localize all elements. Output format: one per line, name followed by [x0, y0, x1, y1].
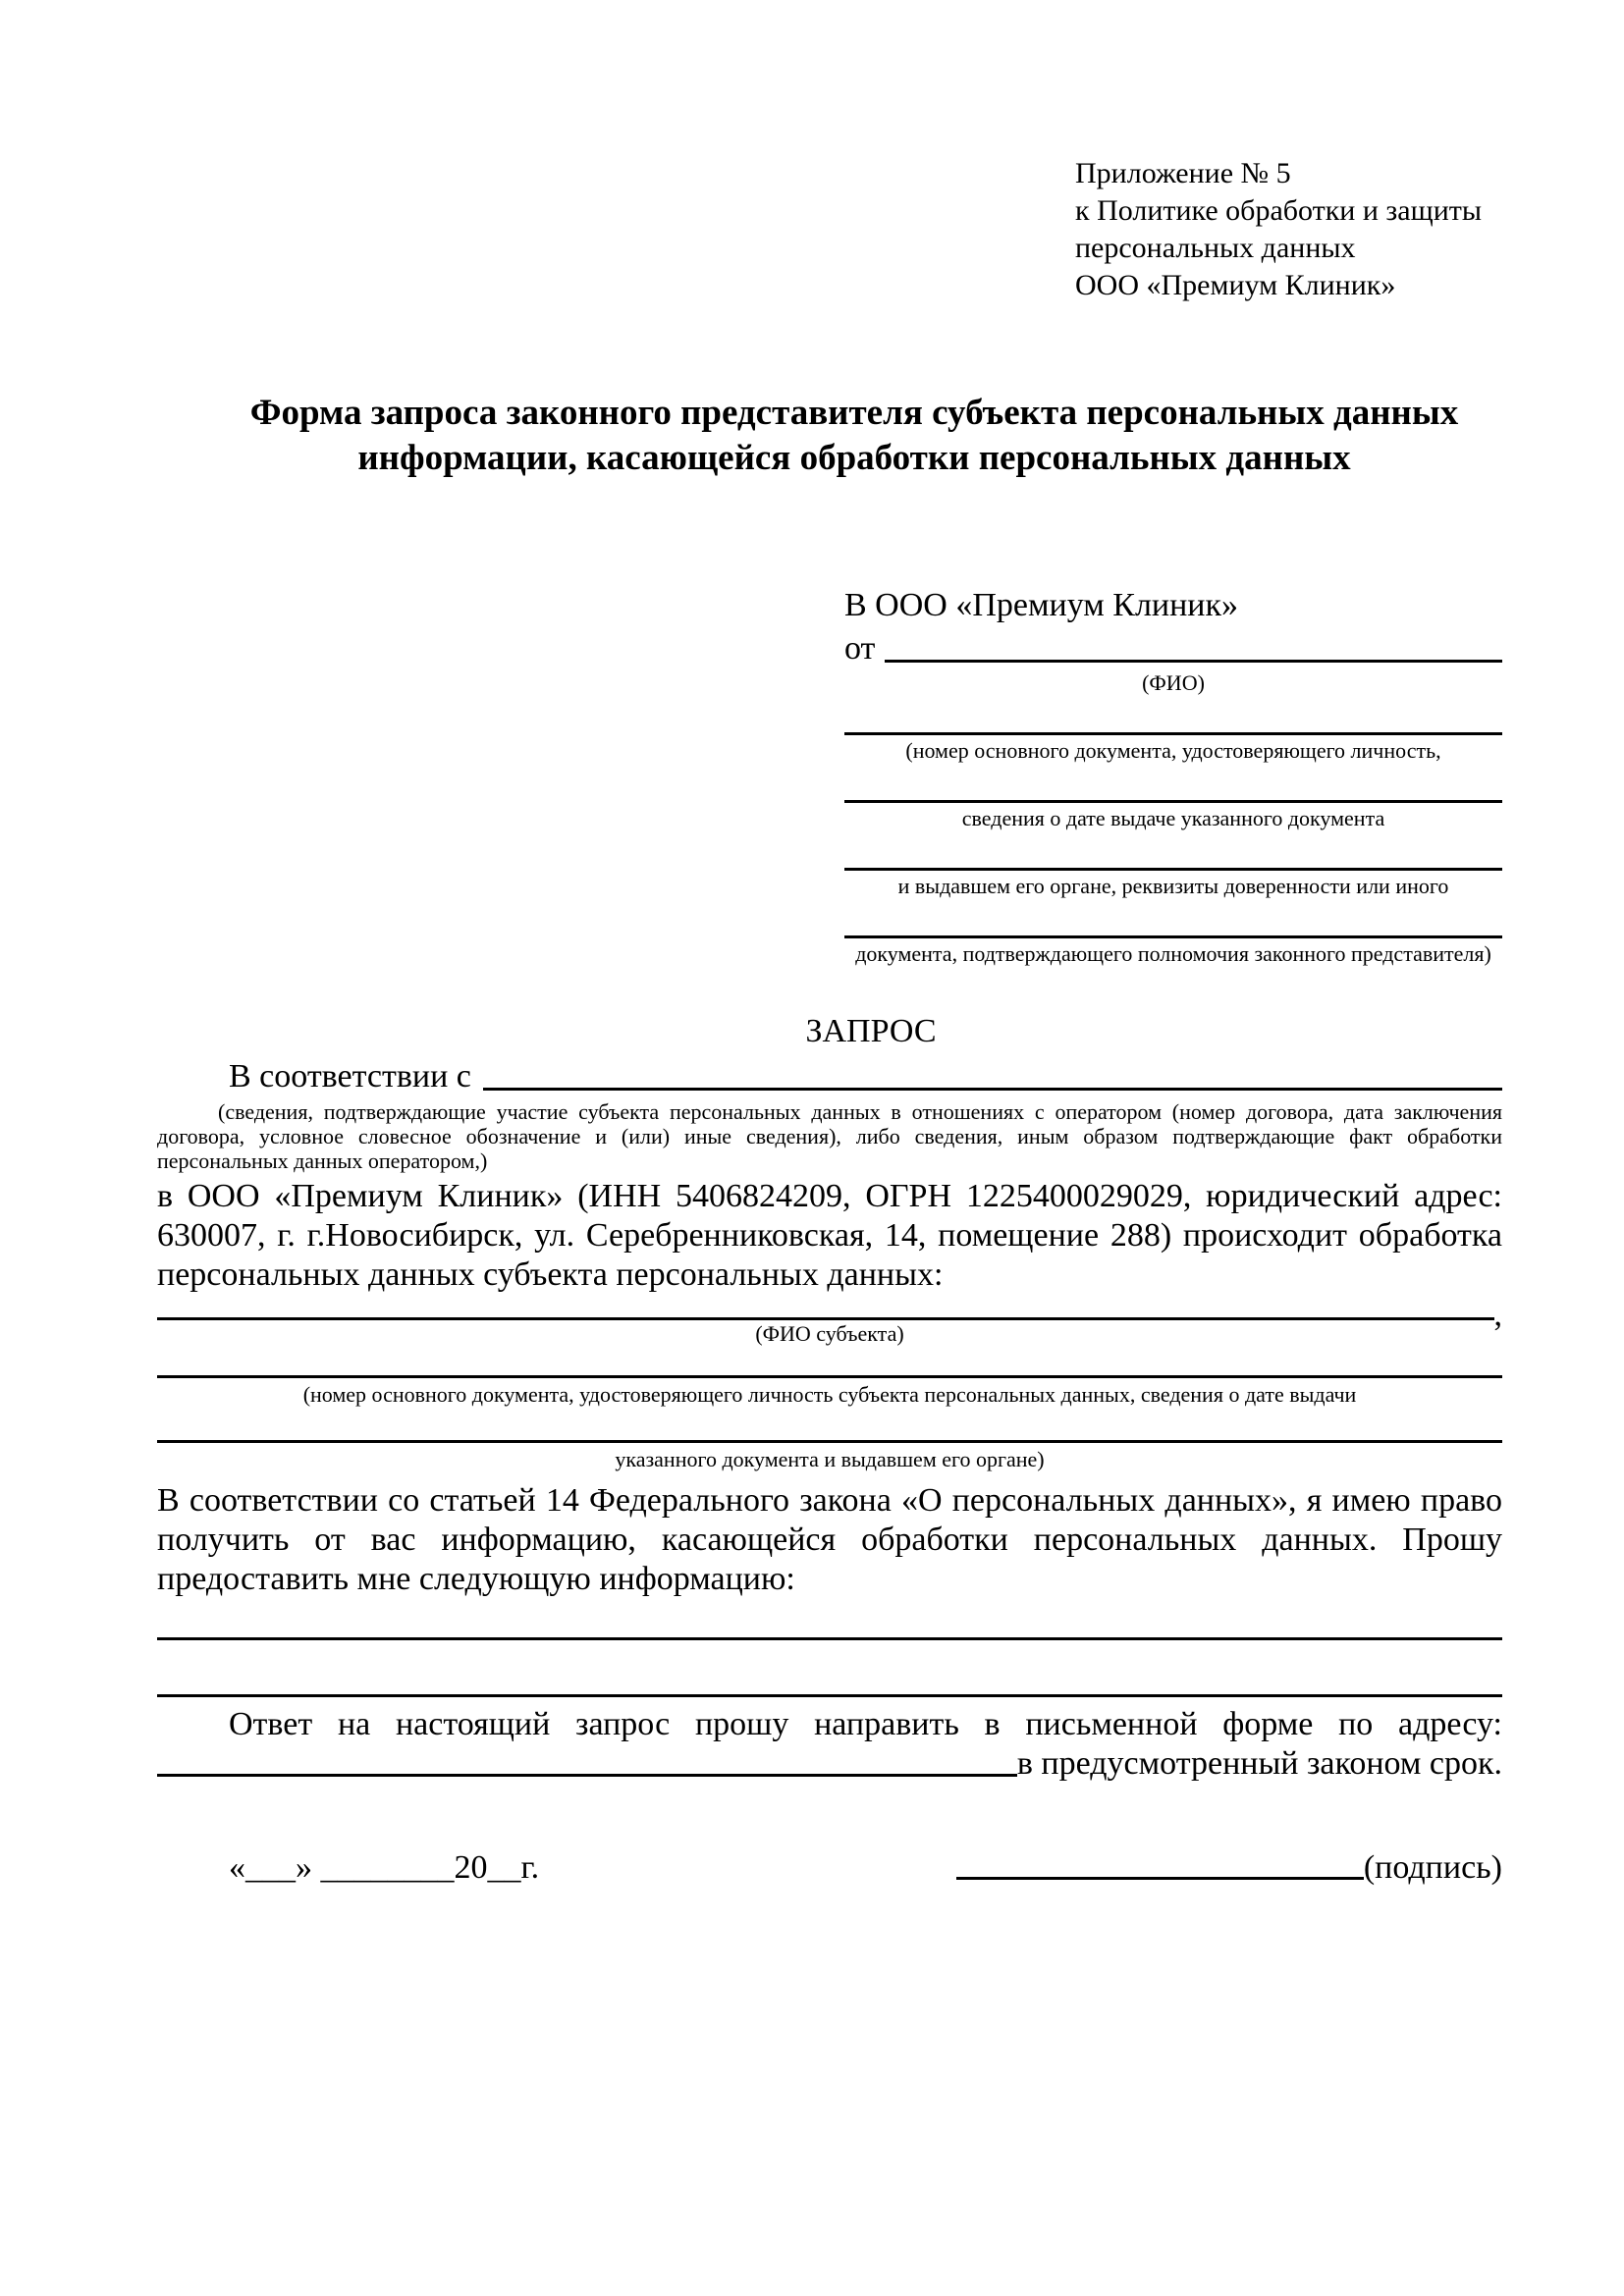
appendix-line: ООО «Премиум Клиник» — [1075, 269, 1396, 301]
appendix-block — [1075, 0, 1502, 304]
subject-blank-line — [157, 1317, 1494, 1320]
law-paragraph: В соответствии со статьей 14 Федерального закона «О персональных данных», я имею право получить от вас информацию, касающейся обработки персональных данных. Прошу предоставить мне следующую информацию: — [157, 1482, 1502, 1597]
addressee-blank-row — [844, 800, 1502, 830]
document-title: Форма запроса законного представителя субъекта персональных данных информации, касающейся обработки персональных данных — [249, 393, 1459, 478]
blank-line — [157, 1440, 1502, 1443]
subject-fio-row — [157, 1297, 1502, 1333]
reply-paragraph: Ответ на настоящий запрос прошу направить в письменной форме по адресу: — [229, 1706, 1502, 1742]
blank-line-caption: (номер основного документа, удостоверяющего личность субъекта персональных данных, сведения о дате выдачи — [302, 1382, 1357, 1407]
blank-line-caption: сведения о дате выдаче указанного документа — [961, 806, 1385, 830]
appendix-line: персональных данных — [1075, 232, 1356, 264]
operator-paragraph: в ООО «Премиум Клиник» (ИНН 5406824209, ОГРН 1225400029029, юридический адрес: 630007, г. г.Новосибирск, ул. Серебренниковская, 14, помещение 288) происходит обработка персональных данных субъекта персональных данных: — [157, 1178, 1502, 1293]
address-blank-line — [157, 1774, 1017, 1777]
request-intro-row — [157, 1056, 1502, 1097]
subject-fio-caption: (ФИО субъекта) — [755, 1321, 904, 1346]
appendix-line: к Политике обработки и защиты — [1075, 194, 1483, 227]
signature-block — [956, 1848, 1502, 1888]
date-line: «___» ________20__г. — [229, 1849, 540, 1886]
request-heading: ЗАПРОС — [805, 1013, 937, 1049]
intro-blank-line — [483, 1088, 1502, 1091]
intro-caption: (сведения, подтверждающие участие субъекта персональных данных в отношениях с оператором (номер договора, дата заключения договора, условное словесное обозначение и (или) иные сведения), либо сведения, иным образом подтверждающие факт обработки персональных данных оператором,) — [157, 1099, 1502, 1173]
signature-blank-line — [956, 1877, 1364, 1880]
reply-suffix: в предусмотренный законом срок. — [1016, 1745, 1502, 1782]
blank-line — [157, 1694, 1502, 1697]
blank-line — [844, 800, 1502, 803]
blank-line-caption: указанного документа и выдавшем его органе) — [615, 1447, 1045, 1471]
addressee-blank-row — [844, 732, 1502, 763]
blank-line — [157, 1637, 1502, 1640]
blank-line — [844, 732, 1502, 735]
blank-line-caption: и выдавшем его органе, реквизиты доверенности или иного — [897, 874, 1449, 898]
addressee-blank-row — [844, 868, 1502, 898]
fio-caption: (ФИО) — [1142, 670, 1205, 695]
from-label: от — [844, 630, 876, 667]
blank-line-caption: (номер основного документа, удостоверяющего личность, — [905, 738, 1441, 763]
blank-line — [844, 935, 1502, 938]
subject-doc-row — [157, 1440, 1502, 1471]
appendix-line: Приложение № 5 — [1075, 157, 1291, 189]
blank-line — [844, 868, 1502, 871]
footer-row — [157, 1848, 1502, 1888]
blank-line-caption: документа, подтверждающего полномочия законного представителя) — [855, 941, 1491, 966]
blank-line — [157, 1375, 1502, 1378]
addressee-from-row — [844, 626, 1502, 669]
addressee-block — [844, 585, 1502, 966]
subject-doc-row — [157, 1375, 1502, 1407]
subject-line-comma: , — [1493, 1297, 1502, 1333]
intro-label: В соответствии с — [229, 1058, 471, 1095]
addressee-to: В ООО «Премиум Клиник» — [844, 587, 1239, 623]
signature-caption: (подпись) — [1363, 1849, 1502, 1886]
addressee-blank-row — [844, 935, 1502, 966]
from-blank-line — [885, 660, 1502, 663]
reply-address-row — [157, 1744, 1502, 1784]
